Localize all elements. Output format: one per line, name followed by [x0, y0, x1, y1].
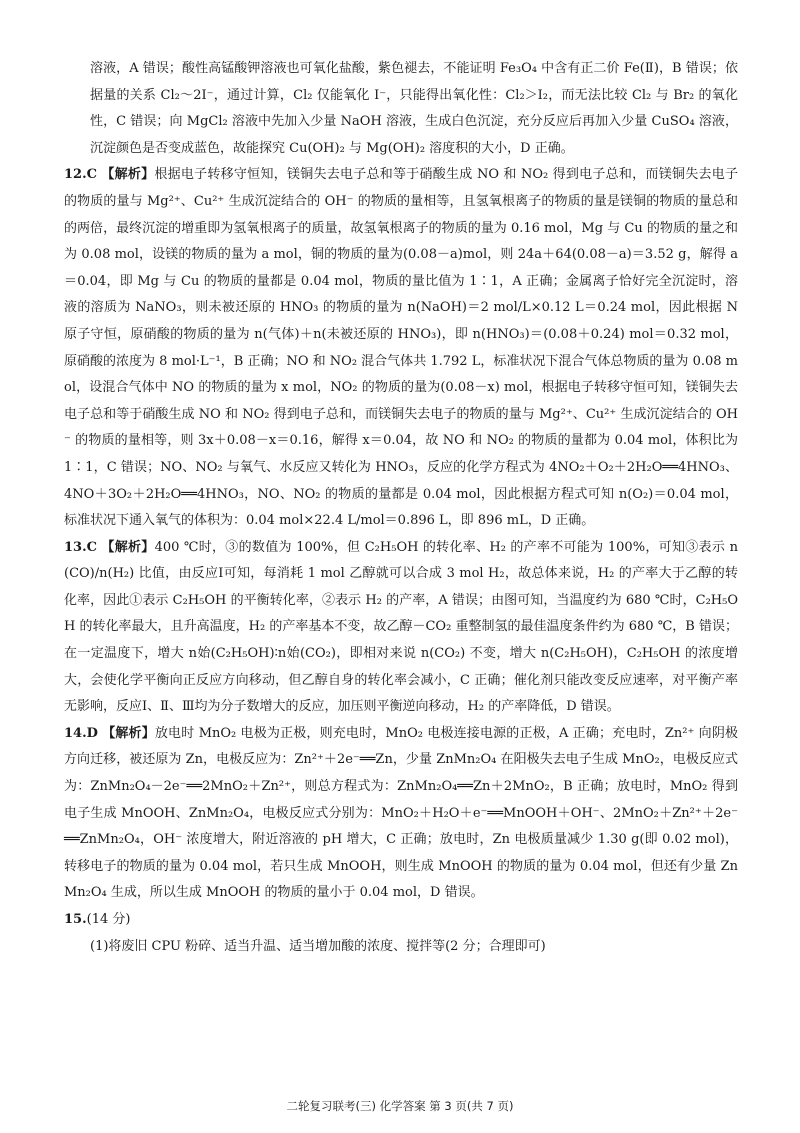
intro-text: 溶液，A 错误；酸性高锰酸钾溶液也可氧化盐酸，紫色褪去，不能证明 Fe₃O₄ 中含有正二价 Fe(Ⅱ)，B 错误；依据量的关系 Cl₂～2I⁻，通过计算，Cl₂ 仅能氧化 I⁻，只能得出氧化性：Cl₂＞I₂，而无法比较 Cl₂ 与 Br₂ 的氧化性，C 错误；向 MgCl₂ 溶液中先加入少量 NaOH 溶液，生成白色沉淀，充分反应后再加入少量 CuSO₄ 溶液，沉淀颜色是否变成蓝色，故能探究 Cu(OH)₂ 与 Mg(OH)₂ 溶度积的大小，D 正确。	[90, 61, 739, 156]
question-12	[64, 162, 738, 534]
question-15-part-1	[64, 934, 738, 961]
question-15	[64, 907, 738, 934]
question-14-text: 放电时 MnO₂ 电极为正极，则充电时，MnO₂ 电极连接电源的正极，A 正确；充电时，Zn²⁺ 向阴极方向迁移，被还原为 Zn，电极反应为：Zn²⁺＋2e⁻══Zn，少量 ZnMn₂O₄ 在阳极失去电子生成 MnO₂，电极反应式为：ZnMn₂O₄－2e⁻══2MnO₂＋Zn²⁺，则总方程式为：ZnMn₂O₄══Zn＋2MnO₂，B 正确；放电时，MnO₂ 得到电子生成 MnOOH、ZnMn₂O₄，电极反应式分别为：MnO₂＋H₂O＋e⁻══MnOOH＋OH⁻、2MnO₂＋Zn²⁺＋2e⁻══ZnMn₂O₄，OH⁻ 浓度增大，附近溶液的 pH 增大，C 正确；放电时，Zn 电极质量减少 1.30 g(即 0.02 mol)，转移电子的物质的量为 0.04 mol，若只生成 MnOOH，则生成 MnOOH 的物质的量为 0.04 mol，但还有少量 ZnMn₂O₄ 生成，所以生成 MnOOH 的物质的量小于 0.04 mol，D 错误。	[64, 725, 738, 901]
page-footer	[0, 1098, 800, 1114]
question-13-number: 13.C	[64, 539, 97, 555]
question-14	[64, 721, 738, 907]
question-12-number: 12.C	[64, 167, 97, 183]
question-14-tag: 【解析】	[102, 725, 155, 741]
question-15-number: 15.	[64, 912, 87, 927]
question-12-tag: 【解析】	[101, 167, 155, 183]
question-14-number: 14.D	[64, 725, 98, 741]
question-13-tag: 【解析】	[101, 539, 155, 555]
page-footer-text: 二轮复习联考(三) 化学答案 第 3 页(共 7 页)	[286, 1099, 514, 1113]
question-13	[64, 535, 738, 721]
question-15-score: (14 分)	[86, 912, 131, 927]
question-12-text: 根据电子转移守恒知，镁铜失去电子总和等于硝酸生成 NO 和 NO₂ 得到电子总和，而镁铜失去电子的物质的量与 Mg²⁺、Cu²⁺ 生成沉淀结合的 OH⁻ 的物质的量相等，且氢氧根离子的物质的量是镁铜的物质的量总和的两倍，最终沉淀的增重即为氢氧根离子的质量，故氢氧根离子的物质的量为 0.16 mol，Mg 与 Cu 的物质的量之和为 0.08 mol，设镁的物质的量为 a mol，铜的物质的量为(0.08－a)mol，则 24a＋64(0.08－a)＝3.52 g，解得 a＝0.04，即 Mg 与 Cu 的物质的量都是 0.04 mol，物质的量比值为 1∶1，A 正确；金属离子恰好完全沉淀时，溶液的溶质为 NaNO₃，则未被还原的 HNO₃ 的物质的量为 n(NaOH)＝2 mol/L×0.12 L＝0.24 mol，因此根据 N 原子守恒，原硝酸的物质的量为 n(气体)＋n(未被还原的 HNO₃)，即 n(HNO₃)＝(0.08＋0.24) mol＝0.32 mol，原硝酸的浓度为 8 mol·L⁻¹，B 正确；NO 和 NO₂ 混合气体共 1.792 L，标准状况下混合气体总物质的量为 0.08 mol，设混合气体中 NO 的物质的量为 x mol，NO₂ 的物质的量为(0.08－x) mol，根据电子转移守恒可知，镁铜失去电子总和等于硝酸生成 NO 和 NO₂ 得到电子总和，而镁铜失去电子的物质的量与 Mg²⁺、Cu²⁺ 生成沉淀结合的 OH⁻ 的物质的量相等，则 3x＋0.08－x＝0.16，解得 x＝0.04，故 NO 和 NO₂ 的物质的量都为 0.04 mol，体积比为 1∶1，C 错误；NO、NO₂ 与氧气、水反应又转化为 HNO₃，反应的化学方程式为 4NO₂＋O₂＋2H₂O══4HNO₃、4NO＋3O₂＋2H₂O══4HNO₃，NO、NO₂ 的物质的量都是 0.04 mol，因此根据方程式可知 n(O₂)＝0.04 mol，标准状况下通入氧气的体积为：0.04 mol×22.4 L/mol＝0.896 L，即 896 mL，D 正确。	[64, 167, 738, 529]
question-13-text: 400 ℃时，③的数值为 100%，但 C₂H₅OH 的转化率、H₂ 的产率不可能为 100%，可知③表示 n(CO)/n(H₂) 比值，由反应Ⅰ可知，每消耗 1 mol 乙醇就可以合成 3 mol H₂，故总体来说，H₂ 的产率大于乙醇的转化率，因此①表示 C₂H₅OH 的平衡转化率，②表示 H₂ 的产率，A 错误；由图可知，当温度约为 680 ℃时，C₂H₅OH 的转化率最大，且升高温度，H₂ 的产率基本不变，故乙醇－CO₂ 重整制氢的最佳温度条件约为 680 ℃，B 错误；在一定温度下，增大 n始(C₂H₅OH)∶n始(CO₂)，即相对来说 n(CO₂) 不变，增大 n(C₂H₅OH)，C₂H₅OH 的浓度增大，会使化学平衡向正反应方向移动，但乙醇自身的转化率会减小，C 正确；催化剂只能改变反应速率，对平衡产率无影响，反应Ⅰ、Ⅱ、Ⅲ均为分子数增大的反应，加压则平衡逆向移动，H₂ 的产率降低，D 错误。	[64, 539, 738, 715]
intro-paragraph	[64, 56, 738, 162]
question-15-part-1-text: (1)将废旧 CPU 粉碎、适当升温、适当增加酸的浓度、搅拌等(2 分；合理即可)	[90, 938, 546, 954]
